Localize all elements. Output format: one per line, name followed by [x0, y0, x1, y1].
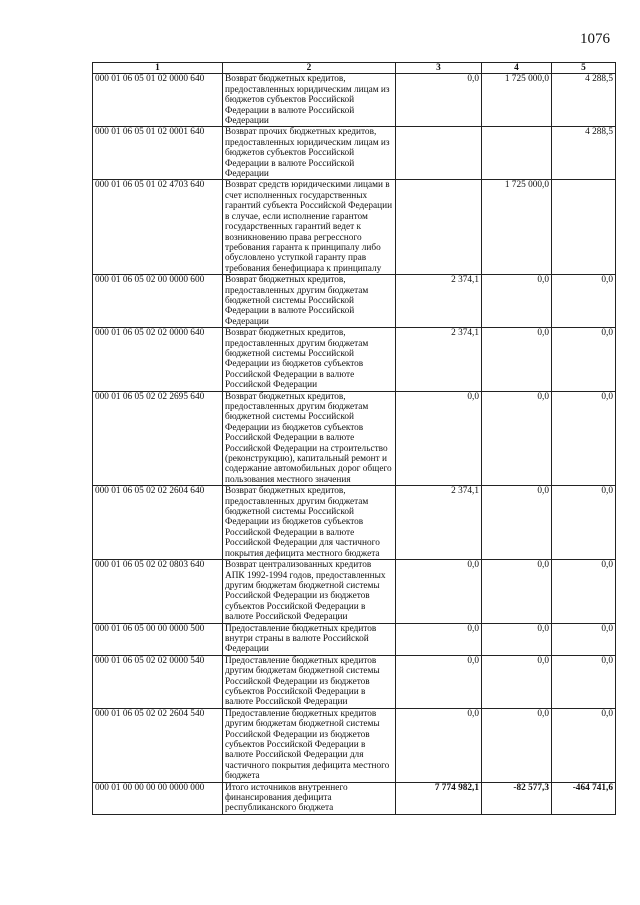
value-col5-cell: 0,0: [552, 486, 616, 560]
value-col4-cell: 0,0: [482, 328, 552, 391]
table-row: [93, 180, 616, 275]
description-cell: Возврат бюджетных кредитов, предоставленных другим бюджетам бюджетной системы Российской Федерации из бюджетов субъектов Российской Федерации в валюте Российской Федерации для частичного покрытия дефицита местного бюджета: [223, 486, 396, 560]
budget-code-cell: 000 01 06 05 02 00 0000 600: [93, 275, 223, 328]
table-row: [93, 275, 616, 328]
table-row: [93, 560, 616, 623]
description-cell: Возврат бюджетных кредитов, предоставленных другим бюджетам бюджетной системы Российской Федерации в валюте Российской Федерации: [223, 275, 396, 328]
budget-code-cell: 000 01 06 05 01 02 0001 640: [93, 127, 223, 180]
value-col3-cell: 0,0: [396, 655, 482, 708]
budget-code-cell: 000 01 06 05 02 02 0000 540: [93, 655, 223, 708]
value-col4-cell: 1 725 000,0: [482, 180, 552, 275]
total-row: [93, 782, 616, 814]
table-row: [93, 74, 616, 127]
value-col5-cell: 4 288,5: [552, 74, 616, 127]
budget-code-cell: 000 01 06 05 02 02 0000 640: [93, 328, 223, 391]
value-col5-cell: 0,0: [552, 708, 616, 782]
column-header-4: 4: [482, 63, 552, 74]
column-header-5: 5: [552, 63, 616, 74]
value-col4-cell: 0,0: [482, 391, 552, 486]
value-col3-cell: 0,0: [396, 560, 482, 623]
value-col5-cell: 0,0: [552, 623, 616, 655]
description-cell: Возврат централизованных кредитов АПК 1992-1994 годов, предоставленных другим бюджетам бюджетной системы Российской Федерации из бюджетов субъектов Российской Федерации в валюте Российской Федерации: [223, 560, 396, 623]
value-col4-cell: 0,0: [482, 708, 552, 782]
value-col3-cell: 0,0: [396, 391, 482, 486]
description-cell: Возврат средств юридическими лицами в счет исполненных государственных гарантий субъекта Российской Федерации в случае, если исполнение гарантом государственных гарантий ведет к возникновению права регрессного требования гаранта к принципалу либо обусловлено уступкой гаранту прав требования бенефициара к принципалу: [223, 180, 396, 275]
table-body: [93, 74, 616, 814]
value-col3-cell: [396, 180, 482, 275]
description-cell: Возврат бюджетных кредитов, предоставленных юридическим лицам из бюджетов субъектов Российской Федерации в валюте Российской Федерации: [223, 74, 396, 127]
table-row: [93, 391, 616, 486]
value-col4-cell: 0,0: [482, 486, 552, 560]
budget-code-cell: 000 01 06 05 02 02 2604 540: [93, 708, 223, 782]
value-col3-cell: 2 374,1: [396, 328, 482, 391]
description-cell: Возврат бюджетных кредитов, предоставленных другим бюджетам бюджетной системы Российской Федерации из бюджетов субъектов Российской Федерации в валюте Российской Федерации: [223, 328, 396, 391]
page-number: 1076: [580, 31, 610, 47]
table-row: [93, 623, 616, 655]
description-cell: Итого источников внутреннего финансирования дефицита республиканского бюджета: [223, 782, 396, 814]
value-col5-cell: 0,0: [552, 655, 616, 708]
description-cell: Возврат прочих бюджетных кредитов, предоставленных юридическим лицам из бюджетов субъектов Российской Федерации в валюте Российской Федерации: [223, 127, 396, 180]
value-col4-cell: 1 725 000,0: [482, 74, 552, 127]
value-col4-cell: [482, 127, 552, 180]
budget-code-cell: 000 01 06 05 01 02 0000 640: [93, 74, 223, 127]
value-col4-cell: 0,0: [482, 275, 552, 328]
value-col4-cell: 0,0: [482, 623, 552, 655]
table-row: [93, 328, 616, 391]
column-header-2: 2: [223, 63, 396, 74]
description-cell: Предоставление бюджетных кредитов другим бюджетам бюджетной системы Российской Федерации из бюджетов субъектов Российской Федерации в валюте Российской Федерации для частичного покрытия дефицита местного бюджета: [223, 708, 396, 782]
value-col5-cell: 0,0: [552, 560, 616, 623]
value-col4-cell: -82 577,3: [482, 782, 552, 814]
value-col3-cell: 0,0: [396, 74, 482, 127]
column-header-3: 3: [396, 63, 482, 74]
value-col5-cell: [552, 180, 616, 275]
value-col4-cell: 0,0: [482, 655, 552, 708]
value-col5-cell: 0,0: [552, 391, 616, 486]
budget-code-cell: 000 01 06 05 02 02 2695 640: [93, 391, 223, 486]
description-cell: Предоставление бюджетных кредитов другим бюджетам бюджетной системы Российской Федерации из бюджетов субъектов Российской Федерации в валюте Российской Федерации: [223, 655, 396, 708]
value-col3-cell: [396, 127, 482, 180]
value-col4-cell: 0,0: [482, 560, 552, 623]
budget-code-cell: 000 01 06 05 01 02 4703 640: [93, 180, 223, 275]
description-cell: Возврат бюджетных кредитов, предоставленных другим бюджетам бюджетной системы Российской Федерации из бюджетов субъектов Российской Федерации в валюте Российской Федерации на строительство (реконструкцию), капитальный ремонт и содержание автомобильных дорог общего пользования местного значения: [223, 391, 396, 486]
value-col3-cell: 7 774 982,1: [396, 782, 482, 814]
value-col5-cell: 0,0: [552, 275, 616, 328]
budget-code-cell: 000 01 00 00 00 00 0000 000: [93, 782, 223, 814]
budget-sources-table: [92, 62, 616, 815]
value-col5-cell: 4 288,5: [552, 127, 616, 180]
budget-code-cell: 000 01 06 05 02 02 0803 640: [93, 560, 223, 623]
column-header-1: 1: [93, 63, 223, 74]
budget-code-cell: 000 01 06 05 02 02 2604 640: [93, 486, 223, 560]
value-col3-cell: 2 374,1: [396, 275, 482, 328]
table-header-row: [93, 63, 616, 74]
budget-code-cell: 000 01 06 05 00 00 0000 500: [93, 623, 223, 655]
table-row: [93, 127, 616, 180]
value-col5-cell: -464 741,6: [552, 782, 616, 814]
value-col3-cell: 2 374,1: [396, 486, 482, 560]
table-row: [93, 708, 616, 782]
value-col5-cell: 0,0: [552, 328, 616, 391]
value-col3-cell: 0,0: [396, 708, 482, 782]
table-row: [93, 486, 616, 560]
value-col3-cell: 0,0: [396, 623, 482, 655]
table-row: [93, 655, 616, 708]
description-cell: Предоставление бюджетных кредитов внутри страны в валюте Российской Федерации: [223, 623, 396, 655]
